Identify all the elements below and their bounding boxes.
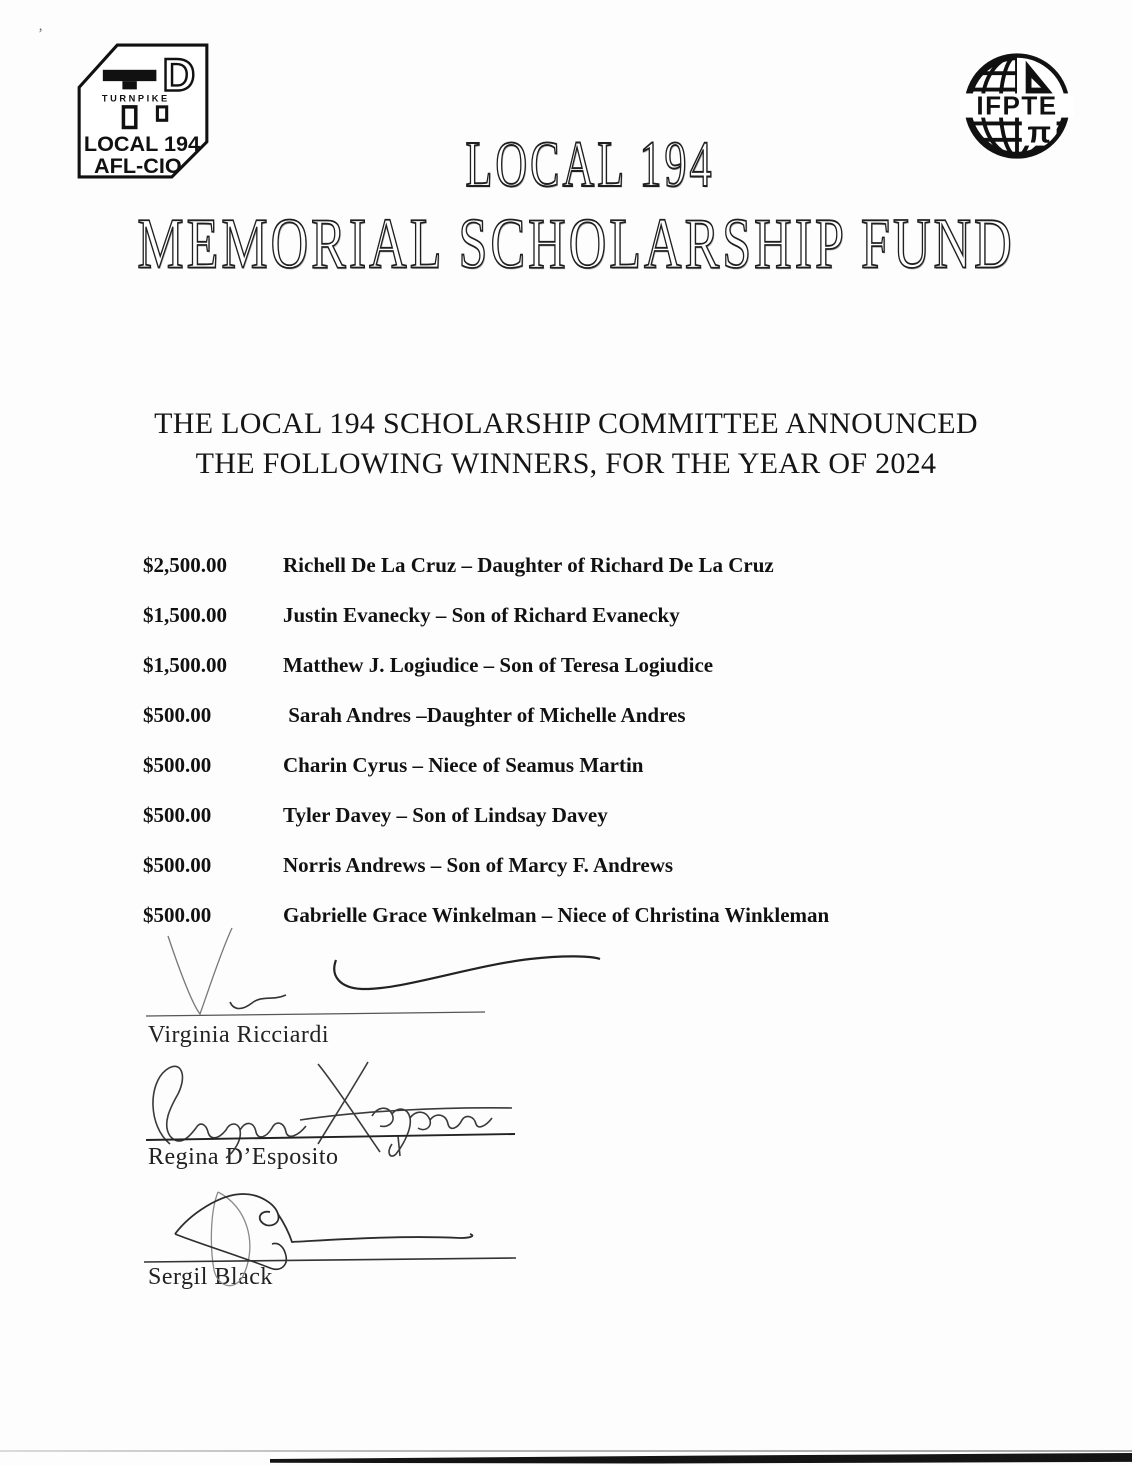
turnpike-t-stem (122, 81, 136, 89)
signature-stroke (168, 928, 232, 1014)
signature-stroke (153, 1066, 183, 1144)
signature-stroke (372, 1108, 492, 1156)
ifpte-acronym: IFPTE (976, 90, 1058, 121)
winner-row (143, 903, 829, 928)
turnpike-word: TURNPIKE (101, 93, 170, 104)
award-amount: $500.00 (143, 703, 212, 727)
announcement-line-1: THE LOCAL 194 SCHOLARSHIP COMMITTEE ANNOUNCED (154, 407, 978, 440)
award-amount: $500.00 (143, 853, 212, 877)
award-recipient: Justin Evanecky – Son of Richard Evanecky (283, 603, 680, 627)
signatory-name: Sergil Black (148, 1264, 273, 1290)
turnpike-t-foot (123, 107, 135, 128)
signature-line (144, 1258, 516, 1262)
winner-row (143, 853, 829, 878)
signatory-name: Regina D’Esposito (148, 1144, 339, 1170)
award-amount: $500.00 (143, 903, 212, 927)
award-amount: $1,500.00 (143, 603, 227, 627)
signature-line (146, 1012, 485, 1016)
turnpike-d-foot (157, 107, 166, 120)
signature-stroke (398, 1136, 400, 1156)
winners-list (143, 553, 829, 928)
badge-local-text: LOCAL 194 (83, 131, 201, 157)
award-recipient: Sarah Andres –Daughter of Michelle Andres (283, 703, 686, 727)
award-amount: $1,500.00 (143, 653, 227, 677)
title-local-194: LOCAL 194 (465, 127, 715, 201)
scan-artifact-mark: ’ (38, 26, 43, 42)
signature-stroke (175, 1194, 472, 1242)
announcement-paragraph (0, 404, 1132, 484)
signature-stroke (300, 1108, 512, 1120)
signature-stroke (334, 956, 600, 989)
award-recipient: Matthew J. Logiudice – Son of Teresa Logiudice (283, 653, 714, 677)
winner-row (143, 803, 829, 828)
award-recipient: Charin Cyrus – Niece of Seamus Martin (283, 753, 644, 777)
signatory-name: Virginia Ricciardi (148, 1022, 330, 1048)
signature-stroke (318, 1062, 380, 1152)
signature-stroke (230, 995, 286, 1009)
winner-row (143, 603, 829, 628)
winner-row (143, 753, 829, 778)
winner-row (143, 553, 829, 578)
award-recipient: Tyler Davey – Son of Lindsay Davey (283, 803, 608, 827)
announcement-line-2: THE FOLLOWING WINNERS, FOR THE YEAR OF 2024 (195, 447, 937, 480)
winner-row (143, 703, 829, 728)
award-recipient: Gabrielle Grace Winkelman – Niece of Christina Winkleman (283, 903, 830, 927)
award-amount: $500.00 (143, 753, 212, 777)
award-recipient: Richell De La Cruz – Daughter of Richard De La Cruz (283, 553, 774, 577)
turnpike-d-letter: D (162, 49, 196, 101)
award-recipient: Norris Andrews – Son of Marcy F. Andrews (283, 853, 674, 877)
pi-symbol: π (1027, 114, 1052, 150)
badge-aflcio-text: AFL-CIO (94, 152, 182, 178)
title-memorial-scholarship-fund: MEMORIAL SCHOLARSHIP FUND (137, 205, 1015, 285)
scan-edge-band (270, 1452, 1132, 1464)
award-amount: $2,500.00 (143, 553, 227, 577)
turnpike-t-icon (103, 70, 157, 81)
scan-edge-line (0, 1450, 1132, 1452)
award-amount: $500.00 (143, 803, 212, 827)
winner-row (143, 653, 829, 678)
signature-virginia-ricciardi (140, 926, 610, 1022)
signature-line (146, 1134, 515, 1140)
